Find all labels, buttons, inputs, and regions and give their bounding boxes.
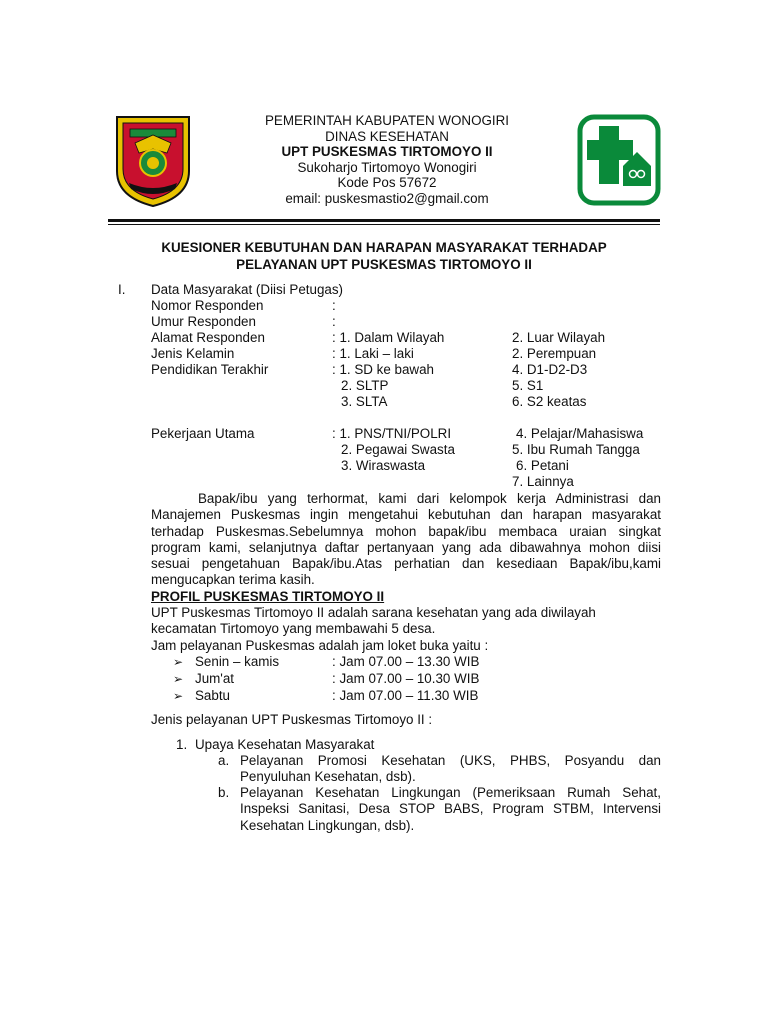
hours-intro: Jam pelayanan Puskesmas adalah jam loket buka yaitu : (151, 638, 489, 653)
sub-letter: b. (218, 785, 230, 800)
section-heading: Data Masyarakat (Diisi Petugas) (151, 282, 344, 297)
field-option-2: 5. Ibu Rumah Tangga (512, 442, 640, 457)
hours-time: : Jam 07.00 – 11.30 WIB (332, 688, 479, 703)
header-line-bold: UPT PUSKESMAS TIRTOMOYO II (281, 144, 493, 160)
header-line: PEMERINTAH KABUPATEN WONOGIRI (264, 113, 510, 128)
section-number: I. (118, 282, 126, 297)
hours-day: Jum'at (195, 671, 235, 686)
field-option-1: : (332, 314, 336, 329)
hours-day: Senin – kamis (195, 654, 280, 669)
field-option-2: 2. Luar Wilayah (512, 330, 606, 345)
field-option-1: : 1. SD ke bawah (332, 362, 434, 377)
document-title (108, 239, 660, 273)
field-label: Jenis Kelamin (151, 346, 235, 361)
title-line: PELAYANAN UPT PUSKESMAS TIRTOMOYO II (236, 257, 532, 272)
field-option-2: 6. Petani (516, 458, 569, 473)
profile-heading: PROFIL PUSKESMAS TIRTOMOYO II (151, 589, 385, 604)
sub-letter: a. (218, 753, 230, 768)
puskesmas-logo (577, 114, 661, 206)
field-option-2: 4. Pelajar/Mahasiswa (516, 426, 644, 441)
field-option-2: 5. S1 (512, 378, 544, 393)
header-line: DINAS KESEHATAN (325, 128, 449, 144)
header-email: email: puskesmastio2@gmail.com (285, 190, 489, 206)
field-label: Alamat Responden (151, 330, 265, 345)
header-rule-thin (108, 224, 660, 225)
services-intro: Jenis pelayanan UPT Puskesmas Tirtomoyo II : (151, 712, 433, 727)
hours-day: Sabtu (195, 688, 230, 703)
field-option-1: 3. SLTA (341, 394, 388, 409)
field-option-2: 2. Perempuan (512, 346, 597, 361)
sub-item-text: Pelayanan Kesehatan Lingkungan (Pemeriksaan Rumah Sehat, Inspeksi Sanitasi, Desa STOP BABS, Program STBM, Intervensi Kesehatan Lingkungan, dsb). (240, 785, 661, 833)
field-label: Pendidikan Terakhir (151, 362, 269, 377)
service-number: 1. (176, 737, 188, 752)
field-option-1: 3. Wiraswasta (341, 458, 426, 473)
service-label: Upaya Kesehatan Masyarakat (195, 737, 375, 752)
field-option-1: 2. Pegawai Swasta (341, 442, 455, 457)
field-option-2: 7. Lainnya (512, 474, 574, 489)
field-option-1: : (332, 298, 336, 313)
intro-paragraph: Bapak/ibu yang terhormat, kami dari kelompok kerja Administrasi dan Manajemen Puskesmas ingin mengetahui kebutuhan dan harapan masyarakat terhadap Puskesmas.Sebelumnya mohon bapak/ibu membaca uraian singkat program kami, selanjutnya daftar pertanyaan yang ada dibawahnya mohon diisi sesuai pengetahuan Bapak/ibu.Atas perhatian dan kesediaan Bapak/ibu,kami mengucapkan terima kasih. (151, 491, 661, 588)
field-label: Nomor Responden (151, 298, 264, 313)
header-rule-thick (108, 219, 660, 222)
field-option-2: 6. S2 keatas (512, 394, 587, 409)
arrow-bullet-icon: ➢ (173, 689, 184, 703)
field-option-2: 4. D1-D2-D3 (512, 362, 588, 377)
profile-description: UPT Puskesmas Tirtomoyo II adalah sarana kesehatan yang ada diwilayah kecamatan Tirtomoyo yang membawahi 5 desa. (151, 605, 596, 637)
field-label: Pekerjaan Utama (151, 426, 255, 441)
title-line: KUESIONER KEBUTUHAN DAN HARAPAN MASYARAKAT TERHADAP (161, 240, 607, 255)
hours-time: : Jam 07.00 – 13.30 WIB (332, 654, 480, 669)
arrow-bullet-icon: ➢ (173, 655, 184, 669)
field-option-1: : 1. PNS/TNI/POLRI (332, 426, 452, 441)
field-option-1: : 1. Dalam Wilayah (332, 330, 445, 345)
hours-time: : Jam 07.00 – 10.30 WIB (332, 671, 480, 686)
field-label: Umur Responden (151, 314, 256, 329)
field-option-1: 2. SLTP (341, 378, 389, 393)
header-line: Kode Pos 57672 (337, 175, 437, 191)
sub-item-text: Pelayanan Promosi Kesehatan (UKS, PHBS, Posyandu dan Penyuluhan Kesehatan, dsb). (240, 753, 661, 785)
field-option-1: : 1. Laki – laki (332, 346, 414, 361)
regency-seal-logo (113, 113, 193, 209)
letterhead (220, 113, 554, 207)
arrow-bullet-icon: ➢ (173, 672, 184, 686)
header-line: Sukoharjo Tirtomoyo Wonogiri (297, 159, 477, 175)
